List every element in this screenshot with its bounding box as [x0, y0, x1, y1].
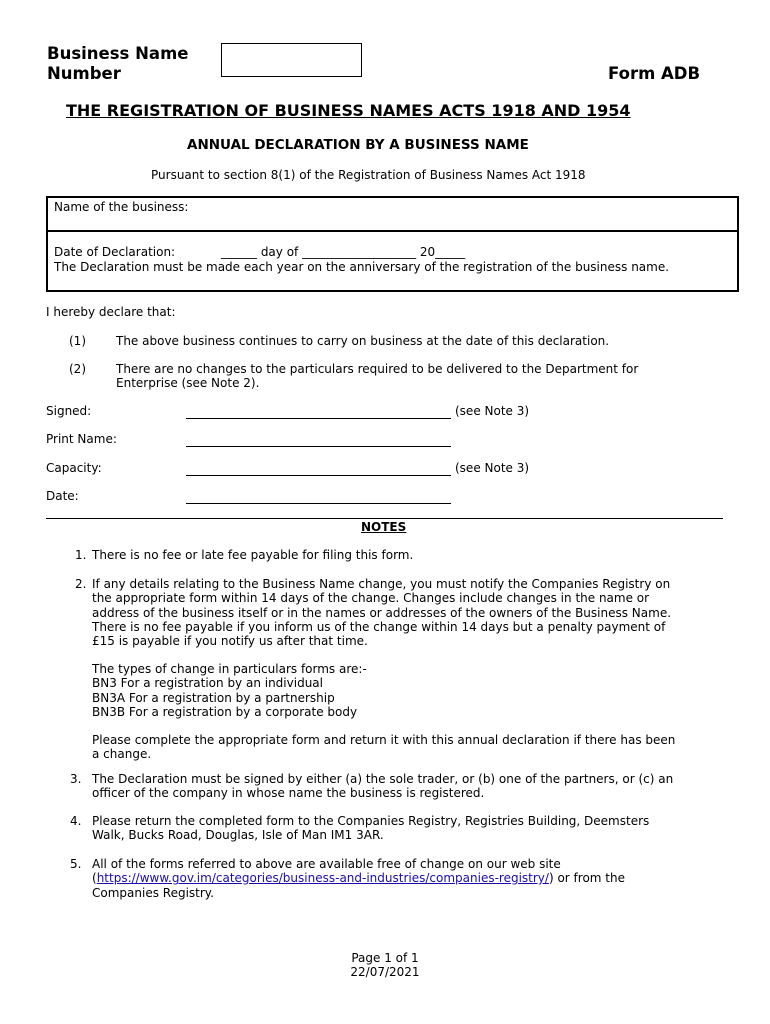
form-type-bn3b: BN3B For a registration by a corporate body	[92, 704, 358, 719]
box-divider	[48, 230, 737, 232]
date-line[interactable]	[186, 503, 451, 504]
footer-date: 22/07/2021	[350, 965, 420, 980]
business-details-box	[46, 196, 739, 292]
note-2-form-types: The types of change in particulars forms are:- BN3 For a registration by an individual BN3A For a registration by a partnership BN3B For a registration by a corporate body	[92, 662, 367, 719]
signed-note: (see Note 3)	[455, 404, 530, 418]
note-4-number: 4.	[70, 814, 82, 828]
page-footer	[0, 951, 770, 980]
document-title: THE REGISTRATION OF BUSINESS NAMES ACTS 1918 AND 1954	[66, 101, 631, 120]
capacity-label: Capacity:	[46, 461, 102, 475]
notes-separator	[46, 518, 723, 519]
date-label: Date:	[46, 489, 79, 503]
form-type-bn3a: BN3A For a registration by a partnership	[92, 690, 335, 705]
print-name-label: Print Name:	[46, 432, 117, 446]
note-4-text: Please return the completed form to the Companies Registry, Registries Building, Deemsters Walk, Bucks Road, Douglas, Isle of Man IM1 3AR.	[92, 814, 650, 843]
note-3-number: 3.	[70, 772, 82, 786]
declaration-1-number: (1)	[69, 334, 86, 348]
business-number-input-box[interactable]	[221, 43, 362, 77]
note-5-number: 5.	[70, 857, 82, 871]
declaration-2-number: (2)	[69, 362, 86, 376]
notes-heading: NOTES	[361, 520, 407, 534]
declaration-1-text: The above business continues to carry on business at the date of this declaration.	[116, 334, 610, 348]
pursuant-line: Pursuant to section 8(1) of the Registration of Business Names Act 1918	[151, 168, 586, 182]
form-type-bn3: BN3 For a registration by an individual	[92, 676, 323, 691]
companies-registry-link[interactable]: https://www.gov.im/categories/business-and-industries/companies-registry/	[96, 871, 549, 886]
note-1-text: There is no fee or late fee payable for filing this form.	[92, 548, 414, 562]
note-2-text: If any details relating to the Business Name change, you must notify the Companies Registry on the appropriate form within 14 days of the change. Changes include changes in the name or address of the business itself or in the names or addresses of the owners of the Business Name. There is no fee payable if you inform us of the change within 14 days but a penalty payment of £15 is payable if you notify us after that time.	[92, 577, 672, 649]
note-2-complete-instruction: Please complete the appropriate form and return it with this annual declaration if there has been a change.	[92, 733, 676, 762]
signed-line[interactable]	[186, 418, 451, 419]
date-of-declaration-label: Date of Declaration:	[54, 245, 176, 259]
business-name-field[interactable]	[54, 200, 724, 228]
date-note: The Declaration must be made each year on the anniversary of the registration of the business name.	[54, 260, 670, 274]
form-id: Form ADB	[608, 64, 701, 83]
capacity-line[interactable]	[186, 475, 451, 476]
print-name-line[interactable]	[186, 446, 451, 447]
signed-label: Signed:	[46, 404, 92, 418]
declaration-2-text: There are no changes to the particulars required to be delivered to the Department for Enterprise (see Note 2).	[116, 362, 639, 391]
business-name-number-label: Business Name Number	[47, 44, 189, 83]
date-of-declaration-blanks[interactable]: ______ day of ___________________ 20_____	[221, 245, 466, 259]
declare-intro: I hereby declare that:	[46, 305, 176, 319]
page-number: Page 1 of 1	[351, 951, 419, 965]
capacity-note: (see Note 3)	[455, 461, 530, 475]
note-1-number: 1.	[75, 548, 87, 562]
note-2-number: 2.	[75, 577, 87, 591]
business-name-label: Name of the business:	[54, 200, 189, 214]
note-5-text: All of the forms referred to above are available free of change on our web site (https://www.gov.im/categories/business-and-industries/companies-registry/) or from the Companies Registry.	[92, 857, 625, 900]
document-subtitle: ANNUAL DECLARATION BY A BUSINESS NAME	[187, 137, 529, 153]
note-3-text: The Declaration must be signed by either (a) the sole trader, or (b) one of the partners, or (c) an officer of the company in whose name the business is registered.	[92, 772, 674, 801]
